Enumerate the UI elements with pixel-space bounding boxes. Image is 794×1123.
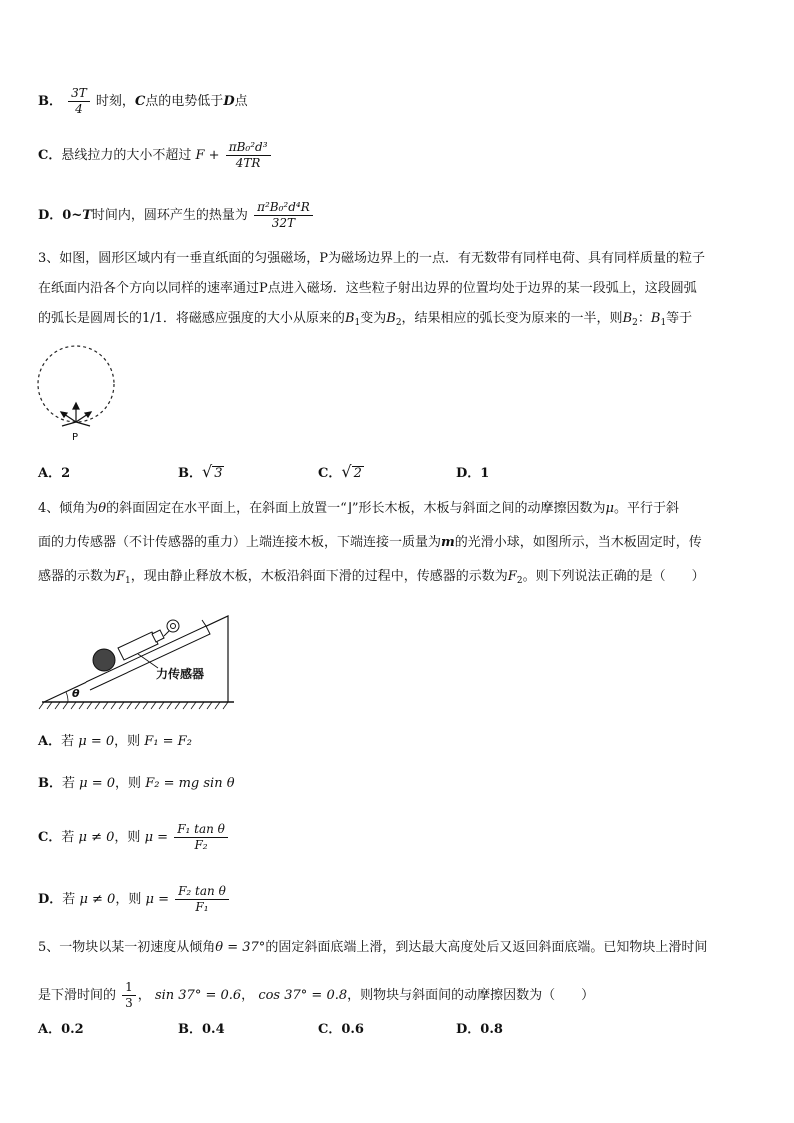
q5-stem-line2: 是下滑时间的 $\frac{1}{3}$ ， sin 37° = 0.6， cos 37° = 0.8，则物块与斜面间的动摩擦因数为（ ） <box>38 980 595 1010</box>
q3-circle-figure <box>34 330 124 446</box>
ground-hatch <box>39 702 228 709</box>
q2-option-c: C．悬线拉力的大小不超过 F + $\frac{\text{πB₀²d³}}{4TR}$ <box>38 140 273 171</box>
q4-stem: 4、倾角为θ的斜面固定在水平面上，在斜面上放置一“⌋”形长木板，木板与斜面之间的动摩擦因数为μ。平行于斜 面的力传感器（不计传感器的重力）上端连接木板，下端连接一质量为m的光滑小球，如图所示，当木板固定时，传 感器的示数为$F_1$，现由静止释放木板，木板沿斜面下滑的过程中，传感器的示数为$F_2$。则下列说法正确的是（ ） <box>38 501 705 586</box>
q5-option-d: D．0.8 <box>456 1022 503 1037</box>
q2-option-d: D．0~T时间内，圆环产生的热量为 $\frac{\text{π²B₀²d⁴R}}{32T}$ <box>38 200 315 231</box>
q3-option-b: B．√ 3 <box>178 462 223 481</box>
q3-option-d: D．1 <box>456 466 490 481</box>
fraction: $\frac{3T}{4}$ <box>68 86 90 117</box>
q4-option-c: C．若 μ ≠ 0，则 μ = $\frac{\text{F₁ tan θ}}{\text{F₂}}$ <box>38 822 230 853</box>
angle-label: θ <box>72 687 80 700</box>
q4-option-b: B．若 μ = 0，则 F₂ = mg sin θ <box>38 776 235 791</box>
q5-stem-line1: 5、一物块以某一初速度从倾角θ = 37°的固定斜面底端上滑，到达最大高度处后又返回斜面底端。已知物块上滑时间 <box>38 940 708 955</box>
q3-option-a: A．2 <box>38 466 71 481</box>
q5-option-b: B．0.4 <box>178 1022 225 1037</box>
sensor-label: 力传感器 <box>156 667 205 681</box>
fraction: $\frac{1}{3}$ <box>122 980 136 1011</box>
option-label: B． <box>38 94 62 109</box>
ball-icon <box>93 649 115 671</box>
q4-incline-figure <box>38 612 238 716</box>
q4-option-d: D．若 μ ≠ 0，则 μ = $\frac{\text{F₂ tan θ}}{\text{F₁}}$ <box>38 884 231 915</box>
velocity-arrows-icon <box>61 403 91 426</box>
q4-option-a: A．若 μ = 0，则 F₁ = F₂ <box>38 734 192 749</box>
q2-option-b: B． $\frac{3T}{4}$ 时刻，C点的电势低于D点 <box>38 86 248 116</box>
q5-option-a: A．0.2 <box>38 1022 84 1037</box>
fraction: $\frac{\text{πB₀²d³}}{4TR}$ <box>226 140 271 171</box>
option-label: D． <box>38 208 63 223</box>
q5-option-c: C．0.6 <box>318 1022 364 1037</box>
option-label: C． <box>38 148 62 163</box>
point-p-label: P <box>72 432 79 443</box>
q3-stem: 3、如图，圆形区域内有一垂直纸面的匀强磁场，P为磁场边界上的一点．有无数带有同样电荷、具有同样质量的粒子 在纸面内沿各个方向以同样的速率通过P点进入磁场．这些粒子射出边界的位置均处于边界的某一段弧上，这段圆弧 的弧长是圆周长的1/1．将磁感应强度的大小从原来的$B_1$变为$B_2$，结果相应的弧长变为原来的一半，则$B_2$：$B_1$等于 <box>38 251 706 328</box>
fraction: $\frac{\text{π²B₀²d⁴R}}{32T}$ <box>254 200 313 231</box>
fraction: $\frac{\text{F₁ tan θ}}{\text{F₂}}$ <box>174 822 228 853</box>
q3-option-c: C．√ 2 <box>318 462 362 481</box>
fraction: $\frac{\text{F₂ tan θ}}{\text{F₁}}$ <box>175 884 229 915</box>
